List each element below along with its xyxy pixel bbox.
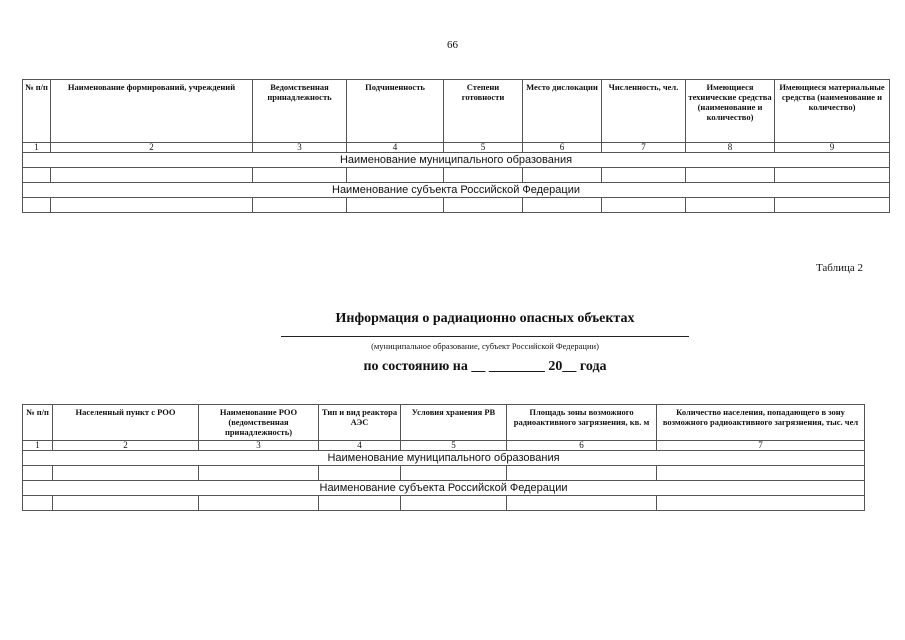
- table-cell[interactable]: [253, 198, 347, 213]
- radiation-objects-table: [22, 404, 865, 511]
- table-cell[interactable]: [23, 168, 51, 183]
- table-cell[interactable]: [444, 198, 523, 213]
- table-cell[interactable]: [523, 198, 602, 213]
- column-number: 6: [523, 143, 602, 153]
- header-cell: Ведомственная принадлежность: [253, 80, 347, 143]
- section-subject: Наименование субъекта Российской Федерации: [23, 481, 865, 496]
- table-cell[interactable]: [401, 496, 507, 511]
- table-cell[interactable]: [686, 168, 775, 183]
- table-cell[interactable]: [199, 496, 319, 511]
- table-cell[interactable]: [51, 168, 253, 183]
- column-number: 9: [775, 143, 890, 153]
- table-cell[interactable]: [401, 466, 507, 481]
- page-number: 66: [447, 39, 458, 51]
- column-number: 8: [686, 143, 775, 153]
- table-cell[interactable]: [23, 198, 51, 213]
- table-cell[interactable]: [775, 198, 890, 213]
- header-cell: № п/п: [23, 405, 53, 441]
- header-cell: Численность, чел.: [602, 80, 686, 143]
- header-cell: Степени готовности: [444, 80, 523, 143]
- section-municipal: Наименование муниципального образования: [23, 153, 890, 168]
- section-row: [23, 183, 890, 198]
- table-cell[interactable]: [507, 466, 657, 481]
- header-cell: Площадь зоны возможного радиоактивного загрязнения, кв. м: [507, 405, 657, 441]
- section-row: [23, 481, 865, 496]
- column-number-row: [23, 143, 890, 153]
- table-cell[interactable]: [602, 198, 686, 213]
- header-cell: Количество населения, попадающего в зону возможного радиоактивного загрязнения, тыс. чел: [657, 405, 865, 441]
- table-row: [23, 198, 890, 213]
- section-municipal: Наименование муниципального образования: [23, 451, 865, 466]
- header-cell: Имеющиеся материальные средства (наименование и количество): [775, 80, 890, 143]
- column-number: 7: [657, 441, 865, 451]
- table-cell[interactable]: [444, 168, 523, 183]
- table-header-row: [23, 80, 890, 143]
- column-number: 4: [319, 441, 401, 451]
- header-cell: Имеющиеся технические средства (наименование и количество): [686, 80, 775, 143]
- column-number: 2: [51, 143, 253, 153]
- table-cell[interactable]: [253, 168, 347, 183]
- table-cell[interactable]: [775, 168, 890, 183]
- table-cell[interactable]: [657, 466, 865, 481]
- table-cell[interactable]: [602, 168, 686, 183]
- section-row: [23, 451, 865, 466]
- table-cell[interactable]: [23, 466, 53, 481]
- header-cell: Наименование РОО (ведомственная принадлежность): [199, 405, 319, 441]
- table-cell[interactable]: [51, 198, 253, 213]
- column-number: 5: [444, 143, 523, 153]
- table-row: [23, 496, 865, 511]
- table-cell[interactable]: [523, 168, 602, 183]
- formations-table: [22, 79, 890, 213]
- table-cell[interactable]: [53, 466, 199, 481]
- document-title: Информация о радиационно опасных объектах: [335, 311, 635, 326]
- column-number: 2: [53, 441, 199, 451]
- table-cell[interactable]: [347, 168, 444, 183]
- date-line: по состоянию на __ ________ 20__ года: [363, 359, 607, 374]
- column-number: 1: [23, 441, 53, 451]
- table-label: Таблица 2: [815, 262, 863, 274]
- table-row: [23, 168, 890, 183]
- fill-in-line: [281, 336, 689, 337]
- section-subject: Наименование субъекта Российской Федерации: [23, 183, 890, 198]
- table-cell[interactable]: [199, 466, 319, 481]
- column-number: 6: [507, 441, 657, 451]
- table-cell[interactable]: [507, 496, 657, 511]
- fill-in-caption: (муниципальное образование, субъект Российской Федерации): [371, 341, 599, 351]
- column-number: 3: [199, 441, 319, 451]
- table-row: [23, 466, 865, 481]
- table-header-row: [23, 405, 865, 441]
- header-cell: Место дислокации: [523, 80, 602, 143]
- table-cell[interactable]: [347, 198, 444, 213]
- column-number: 7: [602, 143, 686, 153]
- column-number: 1: [23, 143, 51, 153]
- header-cell: Тип и вид реактора АЭС: [319, 405, 401, 441]
- table-cell[interactable]: [53, 496, 199, 511]
- table-cell[interactable]: [319, 466, 401, 481]
- header-cell: Условия хранения РВ: [401, 405, 507, 441]
- table-cell[interactable]: [686, 198, 775, 213]
- header-cell: № п/п: [23, 80, 51, 143]
- column-number: 4: [347, 143, 444, 153]
- header-cell: Наименование формирований, учреждений: [51, 80, 253, 143]
- section-row: [23, 153, 890, 168]
- table-cell[interactable]: [23, 496, 53, 511]
- column-number: 3: [253, 143, 347, 153]
- column-number: 5: [401, 441, 507, 451]
- table-cell[interactable]: [319, 496, 401, 511]
- column-number-row: [23, 441, 865, 451]
- table-cell[interactable]: [657, 496, 865, 511]
- header-cell: Населенный пункт с РОО: [53, 405, 199, 441]
- header-cell: Подчиненность: [347, 80, 444, 143]
